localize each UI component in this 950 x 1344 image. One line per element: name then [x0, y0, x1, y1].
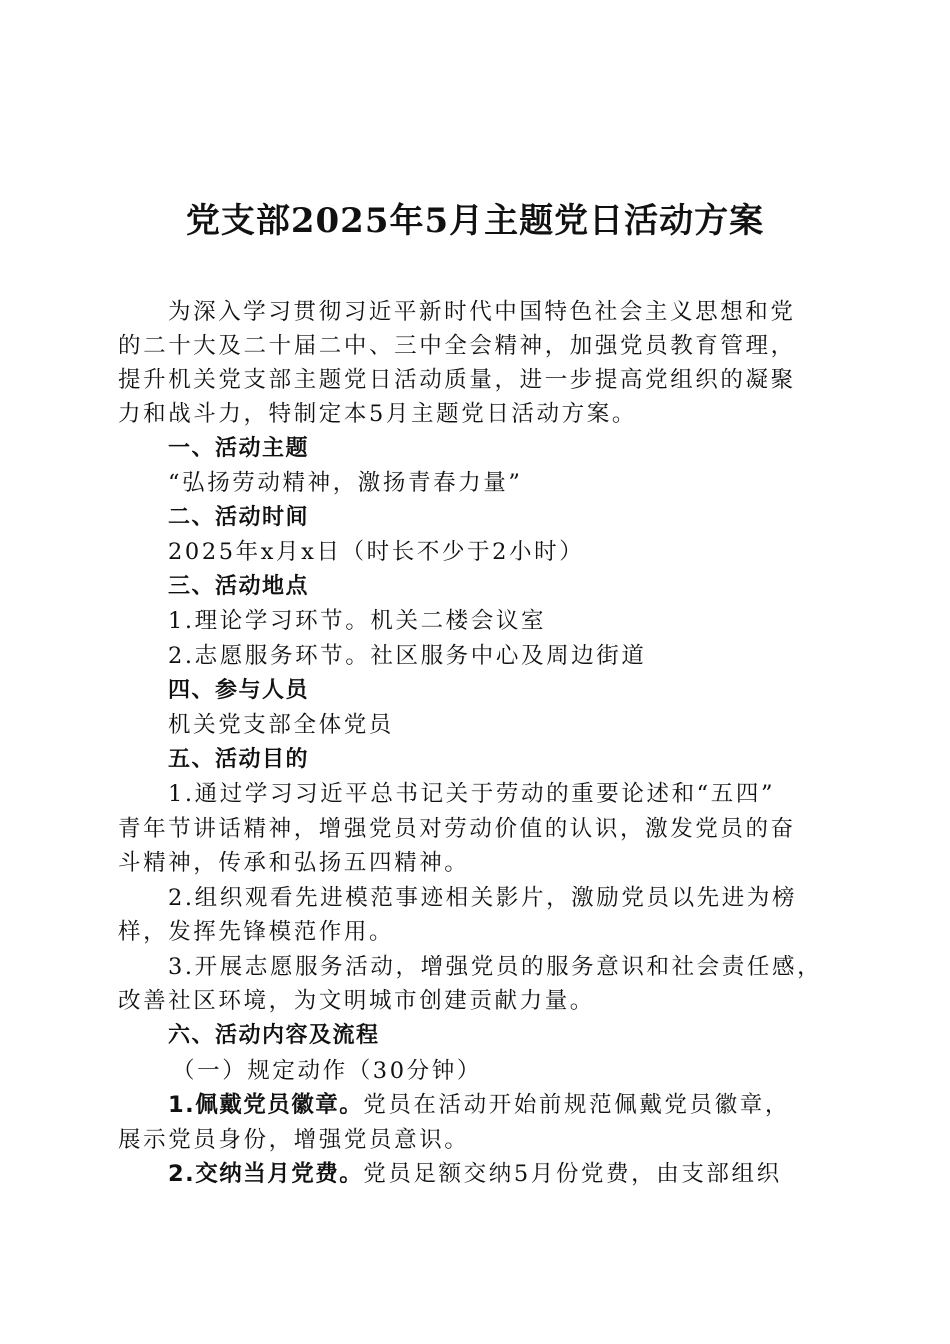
paragraph-line: 2.志愿服务环节。社区服务中心及周边街道 [168, 643, 647, 669]
paragraph-line: 机关党支部全体党员 [168, 712, 394, 738]
paragraph-line: “弘扬劳动精神，激扬青春力量” [168, 470, 523, 496]
paragraph-line: 青年节讲话精神，增强党员对劳动价值的认识，激发党员的奋 [118, 816, 796, 842]
document-title: 党支部2025年5月主题党日活动方案 [185, 201, 765, 241]
paragraph-line: 2025年x月x日（时长不少于2小时） [168, 539, 585, 565]
paragraph-line: 样，发挥先锋模范作用。 [118, 919, 395, 945]
section-heading: 二、活动时间 [168, 505, 310, 530]
item-text: 党员足额交纳5月份党费，由支部组织 [363, 1161, 782, 1187]
list-item [168, 1088, 833, 1122]
subsection-heading: （一）规定动作（30分钟） [172, 1058, 482, 1084]
paragraph-line: 的二十大及二十届二中、三中全会精神，加强党员教育管理， [118, 333, 796, 359]
paragraph-line: 2.组织观看先进模范事迹相关影片，激励党员以先进为榜 [168, 885, 798, 911]
paragraph-line: 力和战斗力，特制定本5月主题党日活动方案。 [118, 401, 637, 427]
paragraph-line: 展示党员身份，增强党员意识。 [118, 1127, 470, 1153]
paragraph-line: 提升机关党支部主题党日活动质量，进一步提高党组织的凝聚 [118, 367, 796, 393]
paragraph-line: 改善社区环境，为文明城市创建贡献力量。 [118, 988, 595, 1014]
paragraph-line: 斗精神，传承和弘扬五四精神。 [118, 850, 470, 876]
item-title: 1.佩戴党员徽章。 [168, 1092, 364, 1118]
item-title: 2.交纳当月党费。 [168, 1161, 364, 1187]
paragraph-line: 3.开展志愿服务活动，增强党员的服务意识和社会责任感， [168, 954, 823, 980]
paragraph-line: 1.通过学习习近平总书记关于劳动的重要论述和“五四” [168, 781, 776, 807]
section-heading: 四、参与人员 [168, 678, 310, 703]
paragraph-line: 1.理论学习环节。机关二楼会议室 [168, 608, 547, 634]
list-item [168, 1157, 833, 1191]
section-heading: 三、活动地点 [168, 574, 310, 599]
item-text: 党员在活动开始前规范佩戴党员徽章， [363, 1092, 790, 1118]
section-heading: 一、活动主题 [168, 436, 310, 461]
section-heading: 六、活动内容及流程 [168, 1023, 380, 1048]
section-heading: 五、活动目的 [168, 747, 310, 772]
paragraph-line: 为深入学习贯彻习近平新时代中国特色社会主义思想和党 [168, 299, 796, 325]
